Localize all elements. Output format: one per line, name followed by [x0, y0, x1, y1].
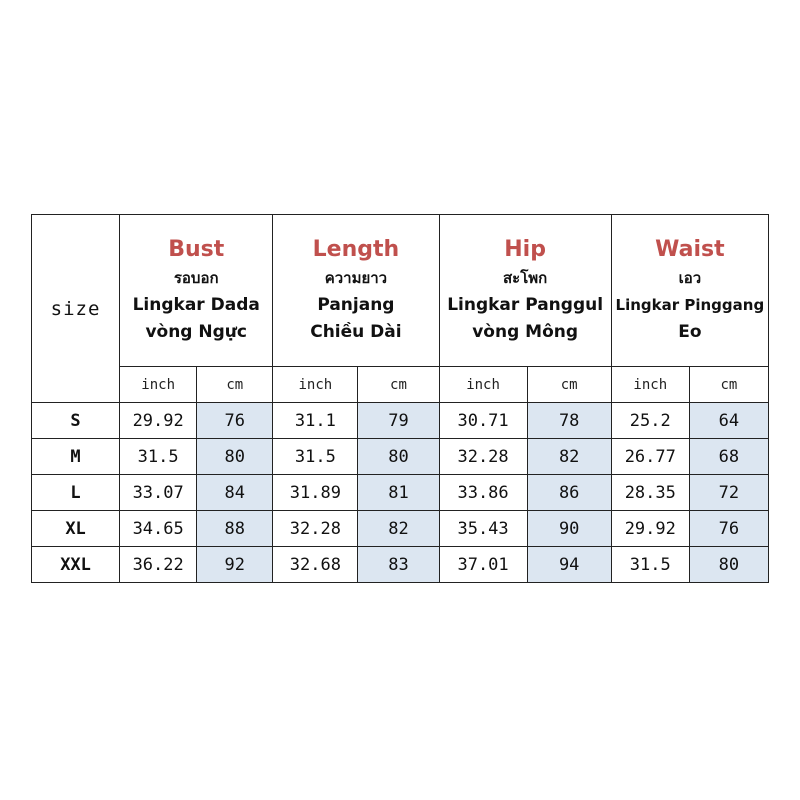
value-cell: 80	[197, 439, 273, 475]
waist-header-cell	[611, 215, 768, 367]
value-cell: 31.89	[273, 475, 358, 511]
value-cell: 37.01	[439, 547, 527, 583]
value-cell: 32.28	[439, 439, 527, 475]
value-cell: 36.22	[120, 547, 197, 583]
bust-malay: Lingkar Dada	[132, 295, 260, 315]
unit-cm: cm	[358, 367, 439, 403]
size-cell: S	[32, 403, 120, 439]
unit-cm: cm	[197, 367, 273, 403]
header-row	[32, 215, 769, 367]
unit-cm: cm	[689, 367, 768, 403]
value-cell: 32.68	[273, 547, 358, 583]
length-viet: Chiều Dài	[310, 322, 402, 342]
table-row	[32, 547, 769, 583]
value-cell: 32.28	[273, 511, 358, 547]
unit-inch: inch	[611, 367, 689, 403]
value-cell: 76	[689, 511, 768, 547]
unit-inch: inch	[439, 367, 527, 403]
length-thai: ความยาว	[324, 269, 388, 287]
value-cell: 88	[197, 511, 273, 547]
value-cell: 78	[527, 403, 611, 439]
hip-malay: Lingkar Panggul	[447, 295, 604, 315]
table-row	[32, 475, 769, 511]
hip-viet: vòng Mông	[472, 322, 579, 342]
value-cell: 72	[689, 475, 768, 511]
bust-header-cell	[120, 215, 273, 367]
bust-title: Bust	[168, 237, 225, 262]
value-cell: 31.5	[611, 547, 689, 583]
table-row	[32, 403, 769, 439]
value-cell: 82	[527, 439, 611, 475]
value-cell: 81	[358, 475, 439, 511]
unit-row	[32, 367, 769, 403]
value-cell: 31.5	[120, 439, 197, 475]
value-cell: 34.65	[120, 511, 197, 547]
value-cell: 33.86	[439, 475, 527, 511]
bust-viet: vòng Ngực	[145, 322, 247, 342]
size-header-cell	[32, 215, 120, 403]
size-header-label: size	[50, 297, 101, 320]
bust-thai: รอบอก	[173, 269, 219, 287]
hip-header-cell	[439, 215, 611, 367]
hip-title: Hip	[504, 237, 546, 262]
table-row	[32, 511, 769, 547]
value-cell: 86	[527, 475, 611, 511]
value-cell: 29.92	[611, 511, 689, 547]
value-cell: 94	[527, 547, 611, 583]
value-cell: 76	[197, 403, 273, 439]
table-row	[32, 439, 769, 475]
length-title: Length	[312, 237, 400, 262]
value-cell: 79	[358, 403, 439, 439]
value-cell: 31.5	[273, 439, 358, 475]
value-cell: 84	[197, 475, 273, 511]
size-cell: M	[32, 439, 120, 475]
waist-thai: เอว	[678, 269, 702, 287]
unit-inch: inch	[273, 367, 358, 403]
hip-thai: สะโพก	[503, 269, 548, 287]
size-cell: L	[32, 475, 120, 511]
waist-title: Waist	[655, 237, 725, 262]
unit-inch: inch	[120, 367, 197, 403]
length-header-cell	[273, 215, 439, 367]
waist-viet: Eo	[678, 322, 702, 342]
value-cell: 92	[197, 547, 273, 583]
size-chart-table	[31, 214, 769, 583]
waist-malay: Lingkar Pinggang	[615, 296, 765, 314]
value-cell: 33.07	[120, 475, 197, 511]
value-cell: 83	[358, 547, 439, 583]
value-cell: 30.71	[439, 403, 527, 439]
value-cell: 35.43	[439, 511, 527, 547]
value-cell: 28.35	[611, 475, 689, 511]
value-cell: 64	[689, 403, 768, 439]
value-cell: 82	[358, 511, 439, 547]
value-cell: 68	[689, 439, 768, 475]
value-cell: 80	[358, 439, 439, 475]
value-cell: 25.2	[611, 403, 689, 439]
value-cell: 80	[689, 547, 768, 583]
value-cell: 31.1	[273, 403, 358, 439]
unit-cm: cm	[527, 367, 611, 403]
length-malay: Panjang	[317, 295, 395, 315]
value-cell: 29.92	[120, 403, 197, 439]
size-cell: XXL	[32, 547, 120, 583]
value-cell: 26.77	[611, 439, 689, 475]
size-cell: XL	[32, 511, 120, 547]
value-cell: 90	[527, 511, 611, 547]
